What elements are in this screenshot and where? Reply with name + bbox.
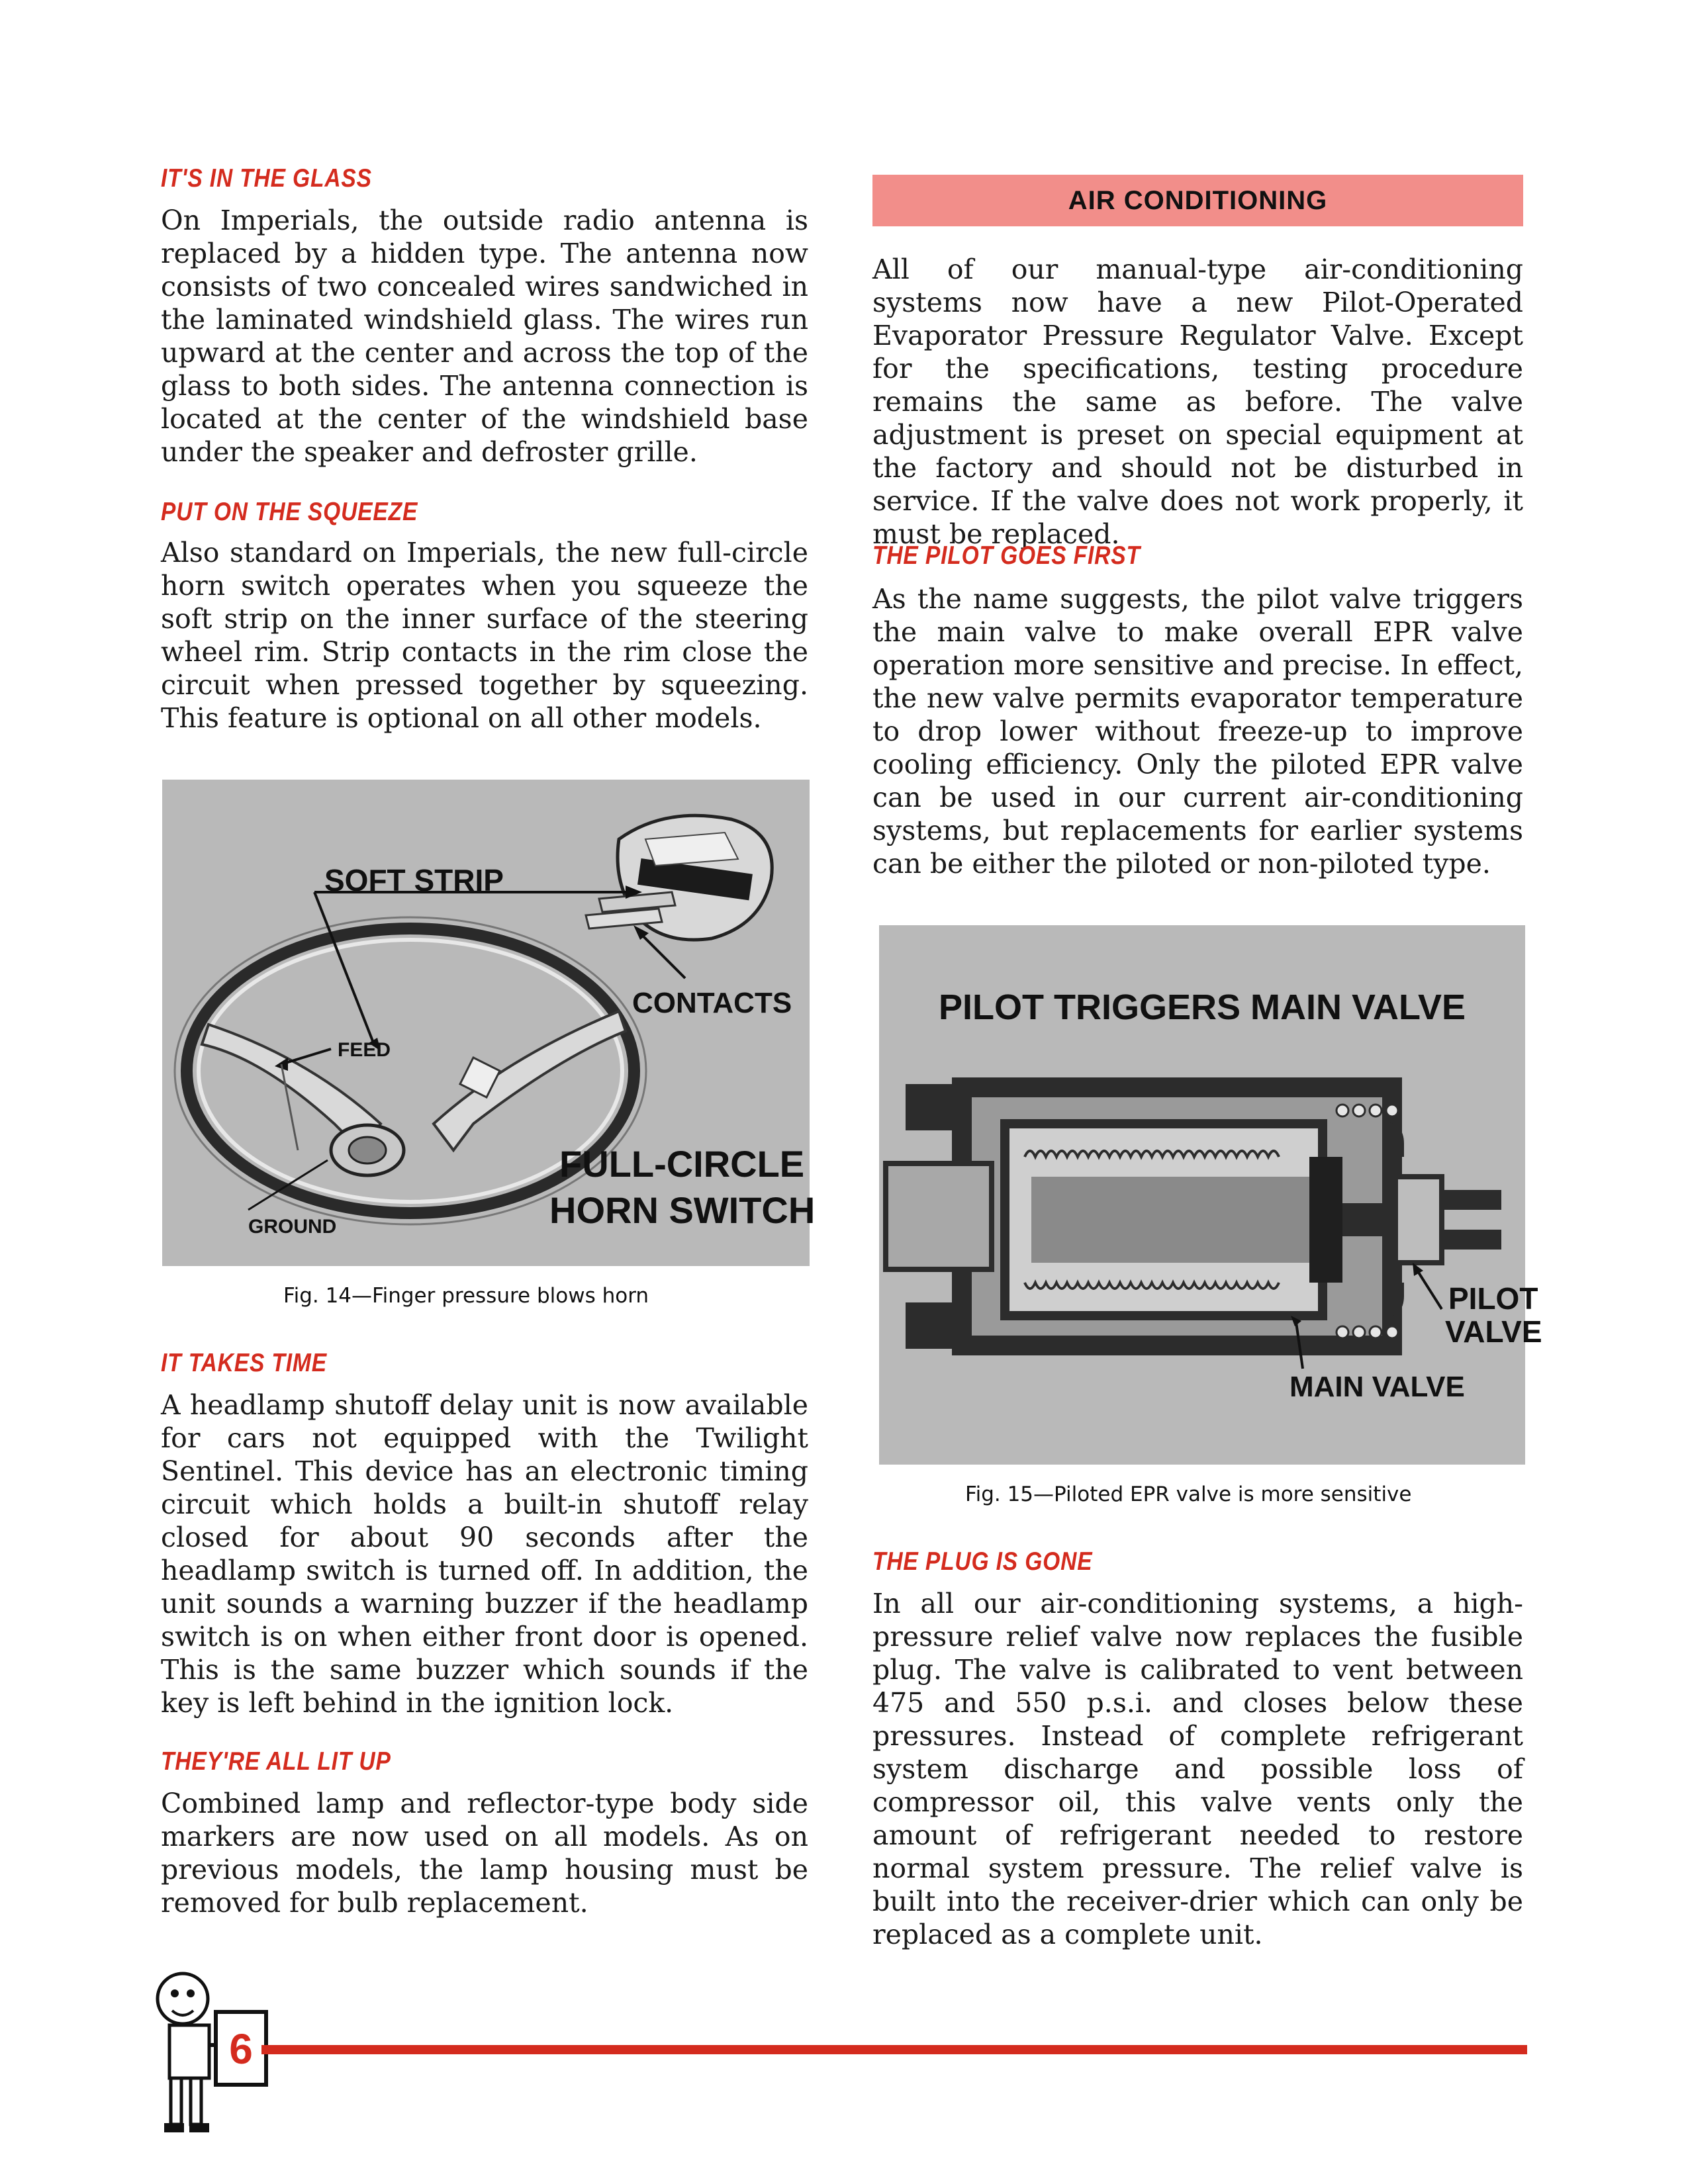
caption-figure-14: Fig. 14—Finger pressure blows horn: [283, 1284, 649, 1308]
paragraph-plug: In all our air-conditioning systems, a high-pressure relief valve now replaces the fusible plug. The valve is calibrated to vent between 475 and 550 p.s.i. and closes below these pressures. Instead of complete refrigerant system discharge and possible loss of compressor oil, this valve vents only the amount of refrigerant needed to restore normal system pressure. The relief valve is built into the receiver-drier which can only be replaced as a complete unit.: [872, 1588, 1523, 1950]
paragraph-glass: On Imperials, the outside radio antenna is replaced by a hidden type. The antenna now consists of two concealed wires sandwiched in the laminated windshield glass. The wires run upward at the center and across the top of the glass to both sides. The antenna connection is located at the center of the windshield base under the speaker and defroster grille.: [161, 205, 808, 468]
footer-rule: [261, 2045, 1527, 2054]
heading-theyre-all-lit-up: THEY'RE ALL LIT UP: [161, 1747, 391, 1776]
paragraph-lit: Combined lamp and reflector-type body side markers are now used on all models. As on previous models, the lamp housing must be removed for bulb replacement.: [161, 1788, 808, 1919]
footer-mascot: [151, 1959, 270, 2144]
heading-it-takes-time: IT TAKES TIME: [161, 1349, 327, 1377]
label-horn-switch: HORN SWITCH: [549, 1189, 816, 1231]
heading-its-in-the-glass: IT'S IN THE GLASS: [161, 164, 372, 193]
heading-the-pilot-goes-first: THE PILOT GOES FIRST: [872, 541, 1141, 570]
section-title: AIR CONDITIONING: [1068, 185, 1328, 215]
label-valve: VALVE: [1445, 1314, 1542, 1349]
paragraph-pilot: As the name suggests, the pilot valve triggers the main valve to make overall EPR valve operation more sensitive and precise. In effect, the new valve permits evaporator temperature to drop lower without freeze-up to improve cooling efficiency. Only the piloted EPR valve can be used in our current air-conditioning systems, but replacements for earlier systems can be either the piloted or non-piloted type.: [872, 583, 1523, 880]
label-pilot: PILOT: [1448, 1281, 1538, 1316]
figure-15-title: PILOT TRIGGERS MAIN VALVE: [938, 987, 1466, 1027]
page-number: 6: [229, 2025, 253, 2073]
paragraph-air-conditioning-intro: All of our manual-type air-conditioning systems now have a new Pilot-Operated Evaporator Pressure Regulator Valve. Except for the specifications, testing procedure remains the same as before. The valve adjustment is preset on special equipment at the factory and should not be disturbed in service. If the valve does not work properly, it must be replaced.: [872, 253, 1523, 550]
label-ground: GROUND: [248, 1216, 337, 1238]
label-feed: FEED: [338, 1039, 391, 1061]
label-contacts: CONTACTS: [632, 987, 792, 1019]
figure-horn-switch: [162, 780, 816, 1266]
label-main-valve: MAIN VALVE: [1289, 1371, 1465, 1403]
figure-epr-valve: [879, 925, 1542, 1465]
caption-figure-15: Fig. 15—Piloted EPR valve is more sensitive: [965, 1482, 1412, 1506]
paragraph-time: A headlamp shutoff delay unit is now available for cars not equipped with the Twilight Sentinel. This device has an electronic timing circuit which holds a built-in shutoff relay closed for about 90 seconds after the headlamp switch is turned off. In addition, the unit sounds a warning buzzer if the headlamp switch is on when either front door is opened. This is the same buzzer which sounds if the key is left behind in the ignition lock.: [161, 1389, 808, 1719]
heading-the-plug-is-gone: THE PLUG IS GONE: [872, 1547, 1093, 1576]
label-soft-strip: SOFT STRIP: [324, 863, 504, 897]
paragraph-squeeze: Also standard on Imperials, the new full-circle horn switch operates when you squeeze the soft strip on the inner surface of the steering wheel rim. Strip contacts in the rim close the circuit when pressed together by squeezing. This feature is optional on all other models.: [161, 537, 808, 734]
section-bar-air-conditioning: [872, 175, 1523, 226]
mascot-holding-sign-icon: [151, 1959, 270, 2144]
heading-put-on-the-squeeze: PUT ON THE SQUEEZE: [161, 498, 418, 526]
label-full-circle: FULL-CIRCLE: [559, 1143, 805, 1185]
